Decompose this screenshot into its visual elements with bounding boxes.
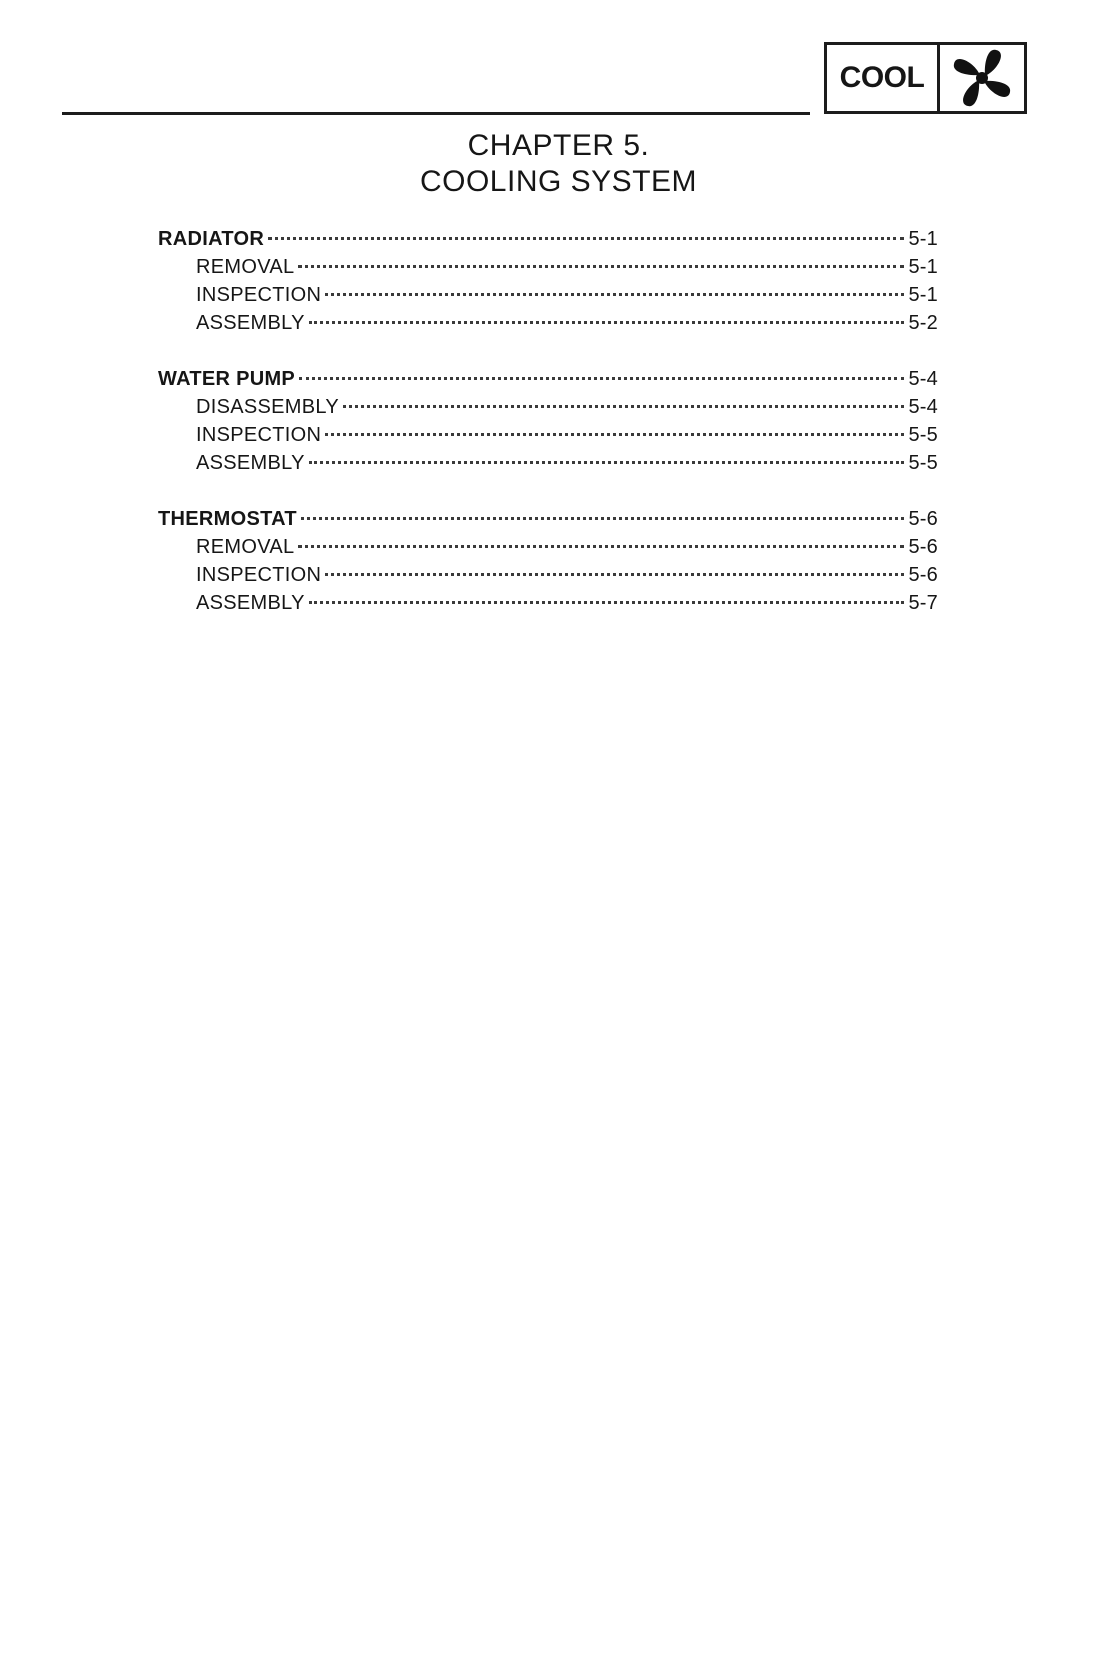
- dot-leader: [309, 321, 905, 324]
- toc-subentry-label: INSPECTION: [196, 424, 322, 446]
- toc-entry[interactable]: [158, 368, 938, 396]
- dot-leader: [343, 405, 905, 408]
- chapter-title: [0, 128, 1117, 200]
- toc-subentry-page: 5-2: [908, 312, 938, 334]
- toc-subentry-label: REMOVAL: [196, 536, 295, 558]
- toc-subentry-label: ASSEMBLY: [196, 592, 305, 614]
- dot-leader: [298, 545, 904, 548]
- dot-leader: [301, 517, 905, 520]
- dot-leader: [325, 293, 904, 296]
- toc-group-thermostat: [158, 508, 938, 620]
- chapter-number: CHAPTER 5.: [467, 129, 650, 162]
- toc-entry-page: 5-1: [908, 228, 938, 250]
- section-tab-label: COOL: [827, 45, 940, 111]
- toc-subentry-page: 5-6: [908, 536, 938, 558]
- toc-subentry-label: ASSEMBLY: [196, 312, 305, 334]
- toc-group-water-pump: [158, 368, 938, 480]
- toc-entry-page: 5-4: [908, 368, 938, 390]
- toc-entry-page: 5-6: [908, 508, 938, 530]
- toc-subentry-label: INSPECTION: [196, 284, 322, 306]
- header-rule: [62, 112, 810, 115]
- toc-subentry[interactable]: [158, 452, 938, 480]
- section-tab: [824, 42, 1027, 114]
- dot-leader: [299, 377, 904, 380]
- toc-subentry-page: 5-4: [908, 396, 938, 418]
- toc-entry-label: RADIATOR: [158, 228, 265, 250]
- chapter-name: COOLING SYSTEM: [419, 165, 698, 198]
- toc-subentry[interactable]: [158, 256, 938, 284]
- toc-entry[interactable]: [158, 508, 938, 536]
- fan-icon: [940, 45, 1024, 111]
- toc-subentry[interactable]: [158, 284, 938, 312]
- toc-subentry-label: INSPECTION: [196, 564, 322, 586]
- toc-subentry[interactable]: [158, 396, 938, 424]
- dot-leader: [325, 433, 904, 436]
- toc-subentry[interactable]: [158, 564, 938, 592]
- toc-subentry-page: 5-5: [908, 424, 938, 446]
- toc-subentry-label: REMOVAL: [196, 256, 295, 278]
- toc-subentry-page: 5-1: [908, 284, 938, 306]
- toc-subentry-page: 5-1: [908, 256, 938, 278]
- toc-subentry[interactable]: [158, 536, 938, 564]
- toc-subentry-page: 5-5: [908, 452, 938, 474]
- toc-subentry[interactable]: [158, 592, 938, 620]
- table-of-contents: [158, 228, 938, 648]
- toc-subentry-page: 5-7: [908, 592, 938, 614]
- toc-subentry-label: DISASSEMBLY: [196, 396, 339, 418]
- toc-group-radiator: [158, 228, 938, 340]
- dot-leader: [309, 461, 905, 464]
- toc-entry-label: THERMOSTAT: [158, 508, 297, 530]
- toc-entry-label: WATER PUMP: [158, 368, 296, 390]
- toc-subentry-page: 5-6: [908, 564, 938, 586]
- dot-leader: [325, 573, 904, 576]
- toc-entry[interactable]: [158, 228, 938, 256]
- dot-leader: [298, 265, 904, 268]
- dot-leader: [309, 601, 905, 604]
- toc-subentry-label: ASSEMBLY: [196, 452, 305, 474]
- toc-subentry[interactable]: [158, 312, 938, 340]
- dot-leader: [268, 237, 904, 240]
- toc-subentry[interactable]: [158, 424, 938, 452]
